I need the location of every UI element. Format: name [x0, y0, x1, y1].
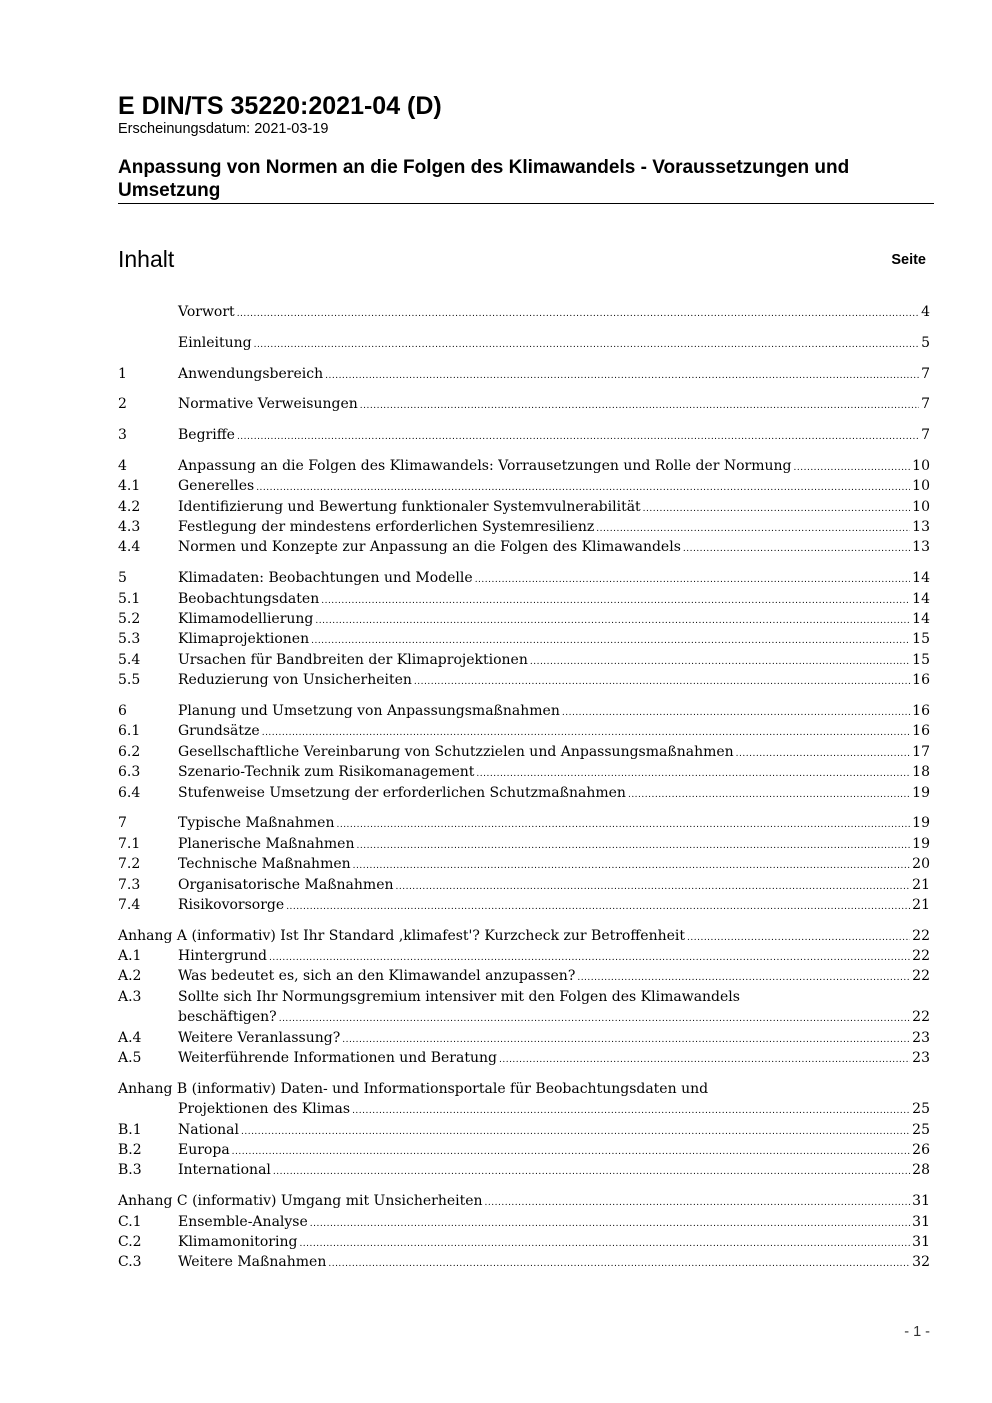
toc-entry-number: 7.4 [118, 896, 141, 913]
toc-leader-dots [687, 926, 910, 948]
toc-leader-dots [353, 854, 911, 876]
toc-entry-number: 3 [118, 427, 127, 444]
toc-entry-title: Hintergrund [178, 948, 267, 965]
toc-entry-title: Planung und Umsetzung von Anpassungsmaßnahmen [178, 702, 560, 719]
toc-entry-page: 31 [912, 1233, 930, 1250]
toc-entry-page: 10 [912, 457, 930, 474]
toc-group [118, 1191, 930, 1273]
toc-entry[interactable] [118, 875, 930, 895]
table-of-contents [118, 302, 930, 1283]
toc-entry-title: Festlegung der mindestens erforderlichen Systemresilienz [178, 519, 595, 536]
toc-leader-dots [336, 813, 910, 835]
toc-entry-title: Reduzierung von Unsicherheiten [178, 672, 412, 689]
toc-leader-dots [325, 364, 919, 386]
toc-entry-number: 5.2 [118, 611, 141, 628]
toc-entry-number: 4.4 [118, 539, 141, 556]
toc-entry[interactable] [118, 895, 930, 915]
toc-entry-number: 7.3 [118, 876, 141, 893]
toc-entry-page: 16 [912, 702, 930, 719]
toc-leader-dots [310, 1212, 910, 1234]
toc-entry-number: 5 [118, 570, 127, 587]
toc-entry[interactable] [118, 497, 930, 517]
toc-entry[interactable] [118, 834, 930, 854]
toc-entry[interactable] [118, 783, 930, 803]
toc-entry-number: C.1 [118, 1213, 142, 1230]
toc-entry-title: Generelles [178, 478, 255, 495]
toc-entry-page: 18 [912, 764, 930, 781]
toc-entry[interactable] [118, 926, 930, 946]
toc-entry-number: 7 [118, 815, 127, 832]
toc-leader-dots [262, 721, 910, 743]
toc-entry-page: 22 [912, 927, 930, 944]
toc-entry-page: 19 [912, 815, 930, 832]
toc-group [118, 302, 930, 322]
toc-leader-dots [643, 497, 911, 519]
toc-entry-number: 5.1 [118, 590, 141, 607]
document-subtitle [118, 156, 934, 204]
toc-entry-number: 6.1 [118, 723, 141, 740]
toc-entry-page: 14 [912, 611, 930, 628]
toc-entry-title: Grundsätze [178, 723, 260, 740]
toc-entry-title: Projektionen des Klimas [178, 1101, 351, 1118]
toc-entry-title: Begriffe [178, 427, 235, 444]
subtitle-line-2: Umsetzung [118, 180, 221, 201]
toc-leader-dots [414, 670, 910, 692]
document-title: E DIN/TS 35220:2021-04 (D) [118, 92, 442, 120]
toc-entry[interactable] [118, 1232, 930, 1252]
toc-entry-page: 23 [912, 1029, 930, 1046]
toc-entry-title: Klimamonitoring [178, 1233, 298, 1250]
toc-entry-title: Szenario-Technik zum Risikomanagement [178, 764, 475, 781]
toc-leader-dots [794, 456, 911, 478]
contents-heading: Inhalt [118, 246, 175, 272]
toc-group [118, 701, 930, 803]
contents-heading-row [118, 245, 926, 275]
toc-entry[interactable] [118, 1048, 930, 1068]
toc-entry-number: C.2 [118, 1233, 142, 1250]
document-header [118, 92, 934, 204]
toc-entry-number: B.1 [118, 1121, 142, 1138]
toc-entry-number: 2 [118, 396, 127, 413]
toc-entry[interactable] [118, 742, 930, 762]
toc-leader-dots [232, 1140, 911, 1162]
toc-entry-title: Anhang B (informativ) Daten- und Informationsportale für Beobachtungsdaten und [118, 1080, 709, 1097]
toc-entry-page: 19 [912, 784, 930, 801]
toc-entry-page: 22 [912, 1009, 930, 1026]
toc-entry-number: 6.2 [118, 743, 141, 760]
toc-entry-number: 4.2 [118, 498, 141, 515]
toc-entry-title: Typische Maßnahmen [178, 815, 335, 832]
toc-leader-dots [356, 834, 910, 856]
toc-entry-number: A.1 [118, 948, 142, 965]
toc-entry-number: 5.3 [118, 631, 141, 648]
toc-entry-title: Stufenweise Umsetzung der erforderlichen Schutzmaßnahmen [178, 784, 626, 801]
toc-entry[interactable] [118, 1079, 930, 1099]
toc-entry-number: 6.3 [118, 764, 141, 781]
toc-entry-page: 10 [912, 498, 930, 515]
toc-entry[interactable] [118, 813, 930, 833]
toc-entry-number: 1 [118, 365, 127, 382]
toc-entry[interactable] [118, 517, 930, 537]
publication-date: Erscheinungsdatum: 2021-03-19 [118, 121, 329, 137]
toc-entry-page: 5 [921, 334, 930, 351]
toc-group [118, 456, 930, 558]
toc-entry[interactable] [118, 425, 930, 445]
toc-entry[interactable] [118, 966, 930, 986]
toc-entry-number: A.2 [118, 968, 142, 985]
toc-entry-page: 7 [921, 427, 930, 444]
toc-entry[interactable] [118, 364, 930, 384]
toc-entry-title: Klimamodellierung [178, 611, 314, 628]
toc-leader-dots [628, 783, 910, 805]
toc-entry-title: Risikovorsorge [178, 896, 285, 913]
toc-leader-dots [273, 1160, 910, 1182]
toc-entry-title: Ensemble-Analyse [178, 1213, 308, 1230]
toc-entry[interactable] [118, 946, 930, 966]
toc-leader-dots [321, 589, 910, 611]
toc-entry-page: 26 [912, 1141, 930, 1158]
toc-entry-title: Klimadaten: Beobachtungen und Modelle [178, 570, 473, 587]
toc-entry-title: Ursachen für Bandbreiten der Klimaprojektionen [178, 651, 528, 668]
toc-entry[interactable] [118, 1120, 930, 1140]
toc-entry-page: 4 [921, 304, 930, 320]
toc-entry[interactable] [118, 629, 930, 649]
toc-leader-dots [286, 895, 910, 917]
toc-entry[interactable] [118, 762, 930, 782]
toc-group [118, 813, 930, 915]
toc-entry[interactable] [118, 1007, 930, 1027]
toc-group [118, 394, 930, 414]
toc-leader-dots [475, 568, 910, 590]
toc-leader-dots [241, 1120, 910, 1142]
toc-entry[interactable] [118, 670, 930, 690]
toc-entry-page: 21 [912, 896, 930, 913]
toc-entry-title: Organisatorische Maßnahmen [178, 876, 394, 893]
toc-entry-number: 5.5 [118, 672, 141, 689]
toc-entry-page: 13 [912, 539, 930, 556]
toc-entry-number: A.3 [118, 988, 142, 1005]
toc-group [118, 926, 930, 1069]
toc-entry[interactable] [118, 609, 930, 629]
toc-entry-title: Vorwort [178, 304, 235, 320]
toc-entry-page: 7 [921, 396, 930, 413]
toc-entry-title: beschäftigen? [178, 1009, 277, 1026]
toc-entry-number: 7.1 [118, 835, 141, 852]
toc-entry-title: Normative Verweisungen [178, 396, 358, 413]
toc-leader-dots [237, 425, 919, 447]
toc-leader-dots [683, 537, 910, 559]
toc-entry[interactable] [118, 537, 930, 557]
toc-leader-dots [562, 701, 910, 723]
toc-group [118, 1079, 930, 1181]
toc-entry-title: Normen und Konzepte zur Anpassung an die Folgen des Klimawandels [178, 539, 681, 556]
toc-entry-title: Weitere Veranlassung? [178, 1029, 341, 1046]
toc-entry[interactable] [118, 333, 930, 353]
toc-entry[interactable] [118, 854, 930, 874]
toc-entry-number: C.3 [118, 1254, 142, 1271]
toc-entry[interactable] [118, 589, 930, 609]
toc-entry-page: 22 [912, 968, 930, 985]
toc-entry[interactable] [118, 1140, 930, 1160]
toc-entry-title: Weiterführende Informationen und Beratung [178, 1050, 497, 1067]
toc-entry[interactable] [118, 1252, 930, 1272]
toc-entry[interactable] [118, 476, 930, 496]
toc-entry-page: 10 [912, 478, 930, 495]
toc-leader-dots [299, 1232, 910, 1254]
toc-entry[interactable] [118, 1191, 930, 1211]
toc-entry-page: 31 [912, 1193, 930, 1210]
toc-entry-number: 7.2 [118, 856, 141, 873]
toc-entry-title: Europa [178, 1141, 230, 1158]
toc-entry-title: Anpassung an die Folgen des Klimawandels: Vorrausetzungen und Rolle der Normung [178, 457, 792, 474]
toc-leader-dots [499, 1048, 910, 1070]
toc-entry-page: 14 [912, 570, 930, 587]
toc-leader-dots [237, 302, 919, 324]
toc-entry-page: 16 [912, 672, 930, 689]
toc-entry-page: 25 [912, 1121, 930, 1138]
toc-entry[interactable] [118, 1028, 930, 1048]
toc-entry-title: Anhang C (informativ) Umgang mit Unsicherheiten [118, 1193, 483, 1210]
toc-entry-title: Klimaprojektionen [178, 631, 310, 648]
toc-entry-title: Beobachtungsdaten [178, 590, 320, 607]
toc-leader-dots [279, 1007, 910, 1029]
toc-entry-page: 16 [912, 723, 930, 740]
toc-entry-page: 32 [912, 1254, 930, 1271]
toc-leader-dots [577, 966, 910, 988]
toc-entry-page: 20 [912, 856, 930, 873]
toc-leader-dots [256, 476, 910, 498]
toc-leader-dots [254, 333, 920, 355]
toc-leader-dots [360, 394, 919, 416]
toc-entry-page: 15 [912, 631, 930, 648]
toc-entry-number: 4 [118, 457, 127, 474]
toc-entry-page: 28 [912, 1162, 930, 1179]
toc-entry-title: Technische Maßnahmen [178, 856, 351, 873]
toc-entry[interactable] [118, 987, 930, 1007]
toc-group [118, 425, 930, 445]
toc-entry-page: 22 [912, 948, 930, 965]
toc-entry[interactable] [118, 1160, 930, 1180]
toc-leader-dots [328, 1252, 910, 1274]
toc-leader-dots [476, 762, 910, 784]
toc-entry-page: 23 [912, 1050, 930, 1067]
toc-entry-number: 6.4 [118, 784, 141, 801]
toc-entry-title: National [178, 1121, 239, 1138]
toc-entry-title: Anhang A (informativ) Ist Ihr Standard ‚klimafest'? Kurzcheck zur Betroffenheit [118, 927, 686, 944]
toc-leader-dots [530, 650, 910, 672]
toc-entry-page: 19 [912, 835, 930, 852]
toc-entry-title: Anwendungsbereich [178, 365, 324, 382]
toc-leader-dots [736, 742, 911, 764]
toc-entry-title: Was bedeutet es, sich an den Klimawandel anzupassen? [178, 968, 576, 985]
toc-leader-dots [342, 1028, 910, 1050]
toc-entry-number: B.3 [118, 1162, 142, 1179]
toc-entry-title: International [178, 1162, 271, 1179]
toc-entry[interactable] [118, 1099, 930, 1119]
toc-leader-dots [269, 946, 910, 968]
toc-entry-page: 13 [912, 519, 930, 536]
toc-group [118, 364, 930, 384]
toc-entry-title: Identifizierung und Bewertung funktionaler Systemvulnerabilität [178, 498, 641, 515]
toc-entry-page: 31 [912, 1213, 930, 1230]
toc-entry-number: B.2 [118, 1141, 142, 1158]
toc-entry-title: Gesellschaftliche Vereinbarung von Schutzzielen und Anpassungsmaßnahmen [178, 743, 734, 760]
toc-entry-title: Weitere Maßnahmen [178, 1254, 327, 1271]
toc-leader-dots [352, 1099, 910, 1121]
toc-entry[interactable] [118, 721, 930, 741]
toc-entry[interactable] [118, 650, 930, 670]
toc-entry-page: 17 [912, 743, 930, 760]
toc-leader-dots [596, 517, 910, 539]
toc-leader-dots [396, 875, 911, 897]
toc-entry-number: A.5 [118, 1050, 142, 1067]
toc-leader-dots [485, 1191, 911, 1213]
toc-entry-page: 14 [912, 590, 930, 607]
toc-group [118, 333, 930, 353]
toc-entry-title: Planerische Maßnahmen [178, 835, 355, 852]
toc-entry-number: 4.3 [118, 519, 141, 536]
toc-entry-number: 5.4 [118, 651, 141, 668]
toc-entry[interactable] [118, 302, 930, 322]
toc-entry-number: 4.1 [118, 478, 141, 495]
page-number: - 1 - [904, 1324, 930, 1340]
toc-entry-page: 25 [912, 1101, 930, 1118]
toc-entry[interactable] [118, 394, 930, 414]
subtitle-line-1: Anpassung von Normen an die Folgen des Klimawandels - Voraussetzungen und [118, 157, 850, 178]
toc-entry-page: 15 [912, 651, 930, 668]
toc-group [118, 568, 930, 690]
toc-entry-title: Einleitung [178, 334, 252, 351]
toc-entry[interactable] [118, 568, 930, 588]
toc-entry-number: A.4 [118, 1029, 142, 1046]
toc-entry[interactable] [118, 701, 930, 721]
toc-entry[interactable] [118, 456, 930, 476]
toc-entry-page: 21 [912, 876, 930, 893]
toc-entry-title: Sollte sich Ihr Normungsgremium intensiver mit den Folgen des Klimawandels [178, 988, 740, 1005]
toc-leader-dots [315, 609, 910, 631]
toc-entry-page: 7 [921, 365, 930, 382]
toc-leader-dots [311, 629, 910, 651]
toc-entry[interactable] [118, 1212, 930, 1232]
page-column-label: Seite [891, 252, 926, 268]
toc-entry-number: 6 [118, 702, 127, 719]
